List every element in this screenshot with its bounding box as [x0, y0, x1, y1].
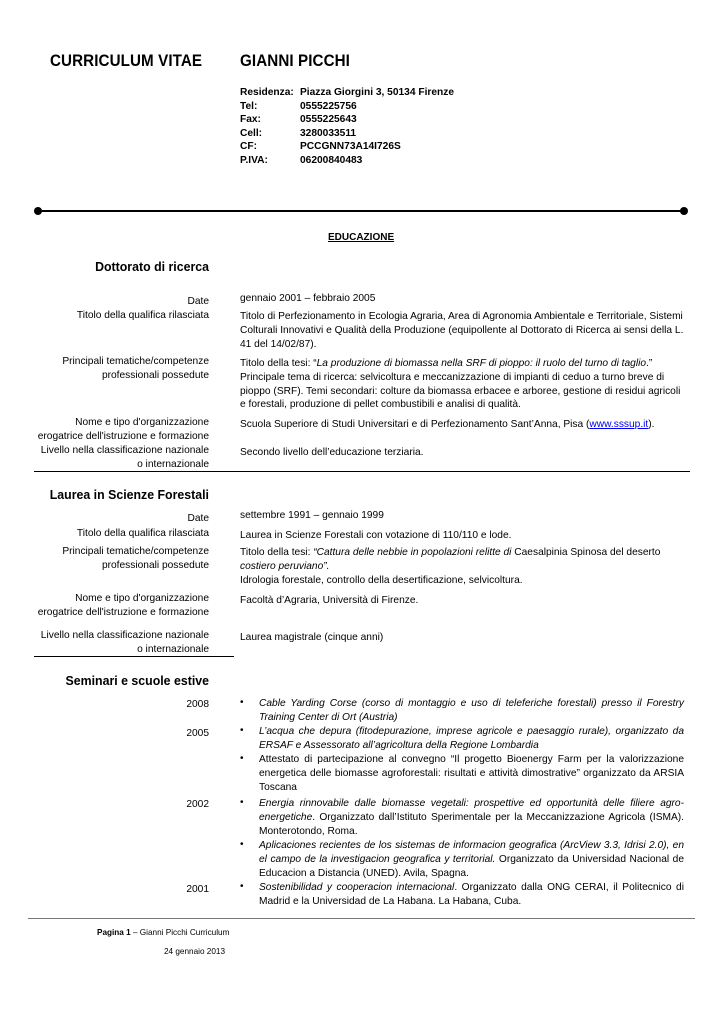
- year-2008: 2008: [186, 699, 209, 710]
- separator-left-dot: [34, 207, 42, 215]
- dottorato-topics-label: Principali tematiche/competenze professionali possedute: [62, 356, 209, 381]
- dottorato-level-label: Livello nella classificazione nazionale o internazionale: [40, 445, 209, 470]
- separator-right-dot: [680, 207, 688, 215]
- laurea-title-label: Titolo della qualifica rilasciata: [76, 528, 209, 539]
- laurea-org-value: Facoltà d’Agraria, Università di Firenze.: [240, 595, 419, 606]
- footer-rule: [28, 918, 695, 919]
- section-title-educazione: EDUCAZIONE: [328, 232, 395, 243]
- contact-residenza: Residenza: Piazza Giorgini 3, 50134 Firenze: [240, 87, 455, 98]
- bullet: •: [240, 839, 244, 850]
- seminar-item: Aplicaciones recientes de los sistemas de informacion geografica (ArcView 3.3, Idrisi 2.0), en el campo de la investigacion geografica y territorial. Organizzato da Universidad Nacional de Educacion a Distancia (UNED). Avila, Spagna.: [259, 840, 684, 879]
- seminar-item: Attestato di partecipazione al convegno “Il progetto Bioenergy Farm per la valorizzazione energetica delle biomasse agroforestali: risultati e attività dimostrative” organizzato da ARSIA Toscana: [259, 754, 684, 793]
- laurea-org-label: Nome e tipo d'organizzazione erogatrice dell'istruzione e formazione: [37, 593, 209, 618]
- cv-title: CURRICULUM VITAE: [50, 52, 203, 70]
- contact-fax: Fax: 0555225643: [240, 114, 357, 125]
- laurea-topics-value: Titolo della tesi: “Cattura delle nebbie in popolazioni relitte di Caesalpinia Spinosa del deserto costiero peruviano”. Idrologia forestale, controllo della desertificazione, selvicoltura.: [240, 547, 661, 586]
- dottorato-thesis-title: La produzione di biomassa nella SRF di pioppo: il ruolo del turno di taglio: [316, 358, 647, 369]
- contact-tel: Tel: 0555225756: [240, 100, 357, 112]
- year-2005: 2005: [186, 728, 209, 739]
- contact-piva: P.IVA: 06200840483: [240, 154, 363, 166]
- seminar-item: L’acqua che depura (fitodepurazione, imprese agricole e paesaggio rurale), organizzato da ERSAF e Assessorato all’agricoltura della Regione Lombardia: [259, 726, 684, 751]
- seminar-item: Cable Yarding Corse (corso di montaggio e uso di teleferiche forestali) presso il Forestry Training Center di Ort (Austria): [259, 698, 684, 723]
- dottorato-org-label: Nome e tipo d'organizzazione erogatrice dell'istruzione e formazione: [37, 417, 209, 442]
- year-2001: 2001: [186, 884, 209, 895]
- bullet: •: [240, 725, 244, 736]
- contact-cf: CF: PCCGNN73A14I726S: [240, 141, 401, 152]
- heading-laurea: Laurea in Scienze Forestali: [49, 487, 209, 502]
- laurea-topics-label: Principali tematiche/competenze professionali possedute: [62, 546, 209, 571]
- contact-cell: Cell: 3280033511: [240, 127, 357, 139]
- bullet: •: [240, 797, 244, 808]
- dottorato-org-value: Scuola Superiore di Studi Universitari e di Perfezionamento Sant’Anna, Pisa (www.sssup.it).: [240, 419, 655, 430]
- laurea-level-value: Laurea magistrale (cinque anni): [240, 632, 384, 643]
- year-2002: 2002: [186, 799, 209, 810]
- laurea-date-value: settembre 1991 – gennaio 1999: [240, 510, 384, 521]
- person-name: GIANNI PICCHI: [240, 52, 350, 70]
- footer-page: Pagina 1 – Gianni Picchi Curriculum: [97, 928, 230, 937]
- sssup-link[interactable]: www.sssup.it: [589, 419, 649, 430]
- seminar-item: Energia rinnovabile dalle biomasse vegetali: prospettive ed opportunità delle filiere agro-energetiche. Organizzato dall’Istituto Sperimentale per la Meccanizzazione Agricola (ISMA). Monterotondo, Roma.: [259, 798, 684, 837]
- header-separator: [38, 210, 684, 212]
- footer-date: 24 gennaio 2013: [164, 947, 226, 956]
- laurea-date-label: Date: [187, 513, 209, 524]
- seminar-item: Sostenibilidad y cooperacion internacional. Organizzato dalla ONG CERAI, il Politecnico di Madrid e la Universidad de La Habana. La Habana, Cuba.: [259, 882, 684, 907]
- dottorato-level-value: Secondo livello dell’educazione terziaria.: [240, 447, 424, 458]
- bullet: •: [240, 881, 244, 892]
- bullet: •: [240, 697, 244, 708]
- dottorato-title-label: Titolo della qualifica rilasciata: [76, 310, 209, 321]
- bullet: •: [240, 753, 244, 764]
- laurea-level-label: Livello nella classificazione nazionale o internazionale: [40, 630, 209, 655]
- divider-dottorato: [34, 471, 690, 472]
- contact-block: [240, 86, 454, 167]
- laurea-title-value: Laurea in Scienze Forestali con votazione di 110/110 e lode.: [240, 530, 512, 541]
- divider-laurea: [34, 656, 234, 657]
- dottorato-title-value: Titolo di Perfezionamento in Ecologia Agraria, Area di Agronomia Ambientale e Territoriale, Sistemi Colturali Innovativi e Qualità della Produzione (equipollente al Dottorato di Ricerca ai sensi della L. 41 del 14/02/87).: [240, 311, 684, 350]
- dottorato-date-label: Date: [187, 296, 209, 307]
- dottorato-date-value: gennaio 2001 – febbraio 2005: [240, 293, 376, 304]
- heading-dottorato: Dottorato di ricerca: [95, 259, 209, 274]
- heading-seminari: Seminari e scuole estive: [65, 673, 209, 688]
- dottorato-topics-value: Titolo della tesi: “La produzione di biomassa nella SRF di pioppo: il ruolo del turno di taglio.” Principale tema di ricerca: selvicoltura e meccanizzazione di impianti di ceduo a turno breve di pioppo (SRF). Temi secondari: colture da biomassa erbacee e arboree, gestione di residui agricoli e forestali, produzione di pellet combustibili e analisi di qualità.: [240, 358, 681, 411]
